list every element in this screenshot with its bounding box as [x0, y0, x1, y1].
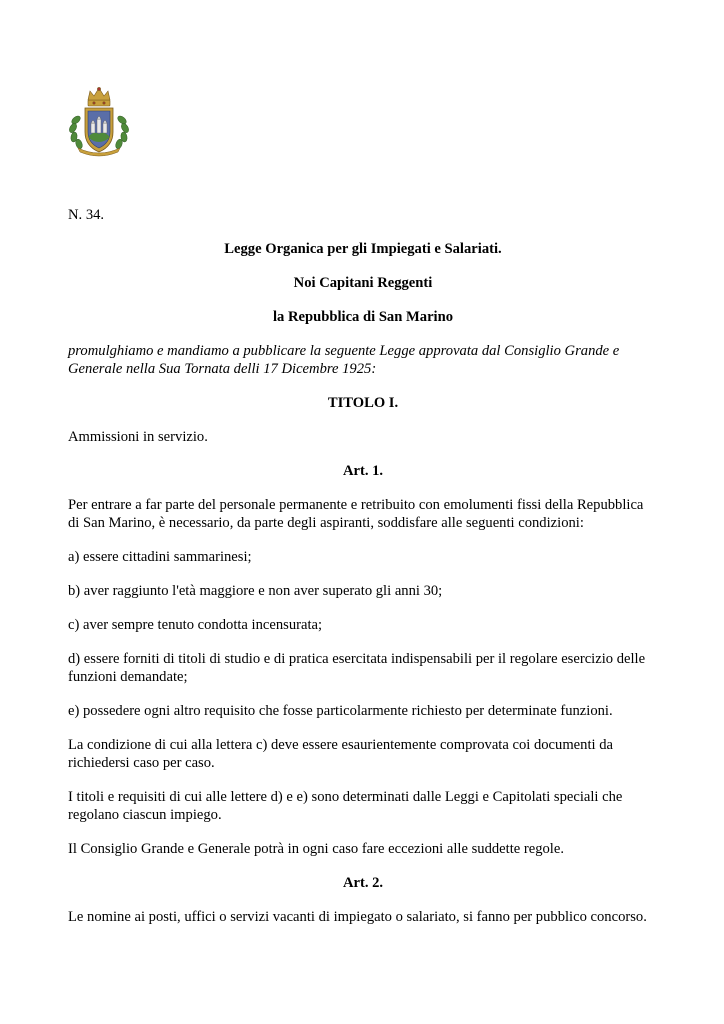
article-2-heading: Art. 2. — [342, 875, 384, 891]
document-body — [68, 206, 658, 942]
law-title: Legge Organica per gli Impiegati e Salariati. — [224, 241, 502, 257]
article-1-paragraph-2: I titoli e requisiti di cui alle lettere d) e e) sono determinati dalle Leggi e Capitolati speciali che regolano ciascun impiego. — [68, 789, 623, 823]
authority-line-2: la Repubblica di San Marino — [272, 309, 454, 325]
article-1-item-c: c) aver sempre tenuto condotta incensurata; — [68, 617, 323, 633]
law-number: N. 34. — [68, 207, 105, 223]
article-1-item-e: e) possedere ogni altro requisito che fosse particolarmente richiesto per determinate funzioni. — [68, 703, 613, 719]
san-marino-coat-of-arms-icon — [66, 86, 132, 158]
authority-line-1: Noi Capitani Reggenti — [293, 275, 433, 291]
article-1-item-b: b) aver raggiunto l'età maggiore e non aver superato gli anni 30; — [68, 583, 443, 599]
article-1-paragraph-3: Il Consiglio Grande e Generale potrà in ogni caso fare eccezioni alle suddette regole. — [68, 841, 564, 857]
article-1-item-a: a) essere cittadini sammarinesi; — [68, 549, 252, 565]
section-subject: Ammissioni in servizio. — [68, 429, 208, 445]
article-1-paragraph-1: La condizione di cui alla lettera c) deve essere esaurientemente comprovata coi documenti da richiedersi caso per caso. — [68, 737, 613, 771]
article-1-intro: Per entrare a far parte del personale permanente e retribuito con emolumenti fissi della Repubblica di San Marino, è necessario, da parte degli aspiranti, soddisfare alle seguenti condizioni: — [68, 497, 644, 531]
article-1-heading: Art. 1. — [342, 463, 384, 479]
article-2-text: Le nomine ai posti, uffici o servizi vacanti di impiegato o salariato, si fanno per pubblico concorso. — [68, 909, 647, 925]
promulgation-text: promulghiamo e mandiamo a pubblicare la seguente Legge approvata dal Consiglio Grande e Generale nella Sua Tornata delli 17 Dicembre 1925: — [68, 343, 620, 377]
title-section-heading: TITOLO I. — [327, 395, 399, 411]
article-1-item-d: d) essere forniti di titoli di studio e di pratica esercitata indispensabili per il regolare esercizio delle funzioni demandate; — [68, 651, 646, 685]
